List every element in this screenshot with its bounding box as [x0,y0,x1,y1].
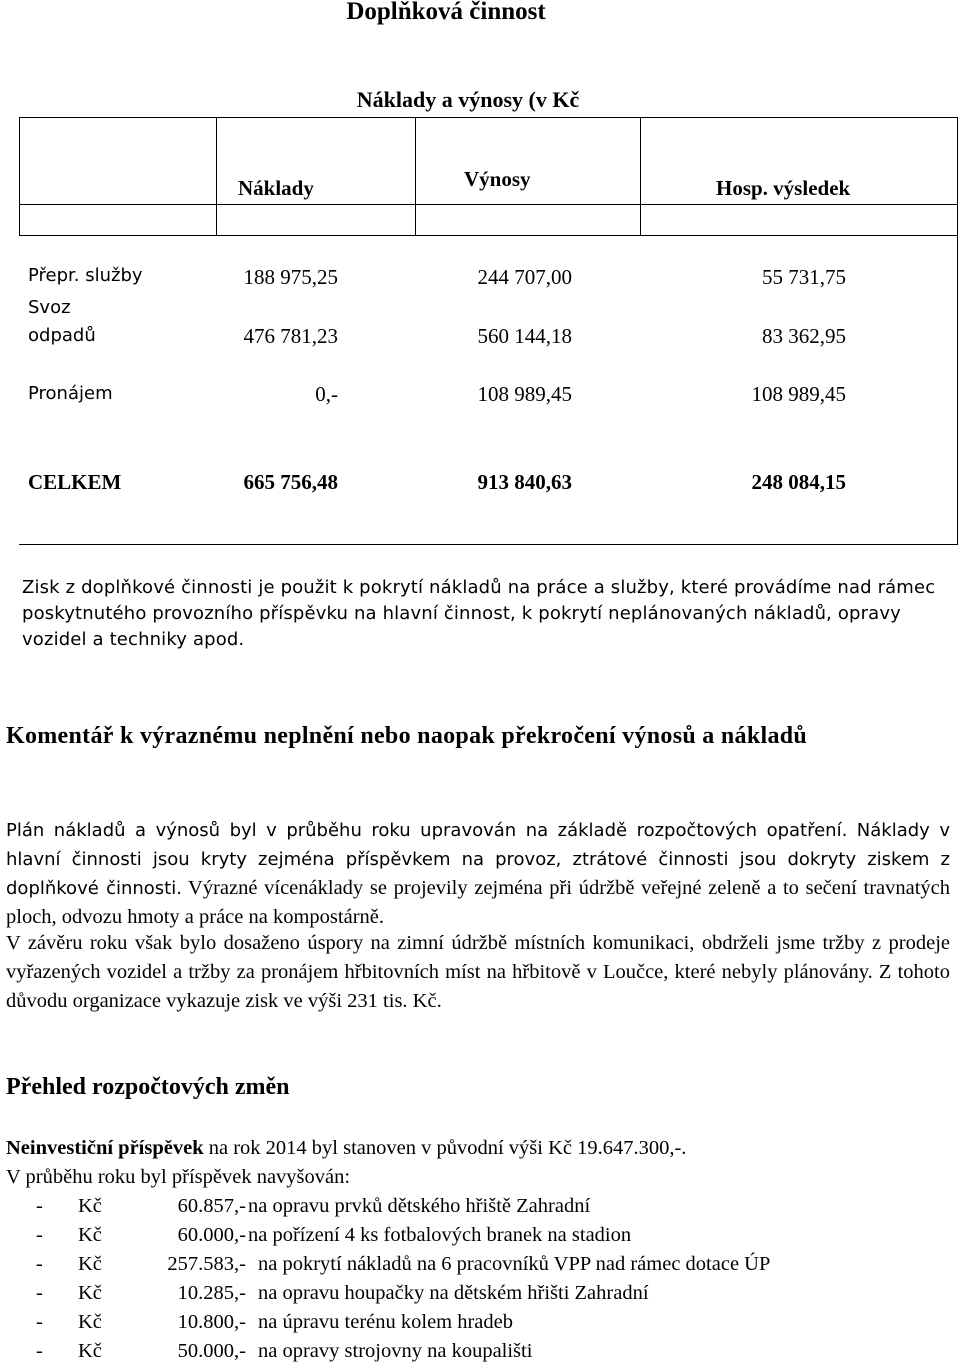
header-revenues: Výnosy [464,167,531,191]
amount: 10.800,- [177,1311,246,1333]
budget-initial-label: Neinvestiční příspěvek [6,1137,204,1159]
description: na opravu prvků dětského hřiště Zahradní [248,1195,591,1217]
currency: Kč [78,1282,102,1304]
cell-result: 55 731,75 [762,265,846,289]
comment-paragraph-1 [6,816,950,931]
budget-heading: Přehled rozpočtových změn [6,1074,290,1100]
list-bullet: - [36,1311,43,1333]
description: na opravy strojovny na koupališti [258,1340,533,1362]
table-col-divider [415,117,416,235]
table-right-border [957,117,958,545]
currency: Kč [78,1253,102,1275]
total-label: CELKEM [28,470,122,494]
amount: 257.583,- [167,1253,246,1275]
comment-paragraph-1-tail: Výrazné vícenáklady se projevily zejména při údržbě veřejné zeleně a to sečení travnatých ploch, odvozu hmoty a práce na kompostárně. [6,877,951,928]
cell-costs: 0,- [315,382,338,406]
amount: 60.000,- [177,1224,246,1246]
description: na úpravu terénu kolem hradeb [258,1311,514,1333]
table-col-divider [216,117,217,235]
cell-result: 108 989,45 [751,382,846,406]
description: na pokrytí nákladů na 6 pracovníků VPP nad rámec dotace ÚP [258,1253,771,1275]
row-label: odpadů [28,325,96,346]
currency: Kč [78,1224,102,1246]
total-revenues: 913 840,63 [477,470,572,494]
budget-initial-line [6,1137,686,1160]
description: na opravu houpačky na dětském hřišti Zahradní [258,1282,649,1304]
amount: 50.000,- [177,1340,246,1362]
header-costs: Náklady [238,176,314,200]
budget-initial-text: na rok 2014 byl stanoven v původní výši Kč 19.647.300,-. [203,1137,687,1159]
cell-revenues: 560 144,18 [477,324,572,348]
table-body-border [19,235,958,236]
comment-paragraph-1-text: Plán nákladů a výnosů byl v průběhu roku upravován na základě rozpočtových opatření. Náklady v hlavní činnosti jsou kryty zejména příspěvkem na provoz, ztrátové činnosti jsou dokryty ziskem z doplňkové činnosti. [6,820,950,899]
row-label: Svoz [28,297,71,318]
page-title: Doplňková činnost [346,0,546,25]
currency: Kč [78,1195,102,1217]
currency: Kč [78,1311,102,1333]
currency: Kč [78,1340,102,1362]
cell-costs: 476 781,23 [243,324,338,348]
profit-note: Zisk z doplňkové činnosti je použit k pokrytí nákladů na práce a služby, které provádíme nad rámec poskytnutého provozního příspěvku na hlavní činnost, k pokrytí neplánovaných nákladů, opravy vozidel a techniky apod. [22,577,936,650]
row-label: Pronájem [28,383,113,404]
table-col-divider [640,117,641,235]
description: na pořízení 4 ks fotbalových branek na stadion [248,1224,632,1246]
list-bullet: - [36,1224,43,1246]
amount: 10.285,- [177,1282,246,1304]
comment-paragraph-2: V závěru roku však bylo dosaženo úspory na zimní údržbě místních komunikaci, obdrželi jsme tržby z prodeje vyřazených vozidel a tržby za pronájem hřbitovních míst na hřbitově v Loučce, které nebyly plánovány. Z tohoto důvodu organizace vykazuje zisk ve výši 231 tis. Kč. [6,932,950,1012]
total-result: 248 084,15 [751,470,846,494]
budget-increase-intro: V průběhu roku byl příspěvek navyšován: [6,1166,351,1188]
list-bullet: - [36,1253,43,1275]
table-header-border [19,204,958,205]
table-caption: Náklady a výnosy (v Kč [356,87,580,112]
cell-revenues: 108 989,45 [477,382,572,406]
comment-heading: Komentář k výraznému neplnění nebo naopak překročení výnosů a nákladů [6,723,808,749]
table-left-border [19,117,20,235]
list-bullet: - [36,1340,43,1362]
amount: 60.857,- [177,1195,246,1217]
table-bottom-border [19,544,958,545]
cell-revenues: 244 707,00 [477,265,572,289]
cell-costs: 188 975,25 [243,265,338,289]
row-label: Přepr. služby [28,265,143,286]
table-top-border [19,117,958,118]
header-result: Hosp. výsledek [716,176,851,200]
total-costs: 665 756,48 [243,470,338,494]
list-bullet: - [36,1195,43,1217]
list-bullet: - [36,1282,43,1304]
cell-result: 83 362,95 [762,324,846,348]
